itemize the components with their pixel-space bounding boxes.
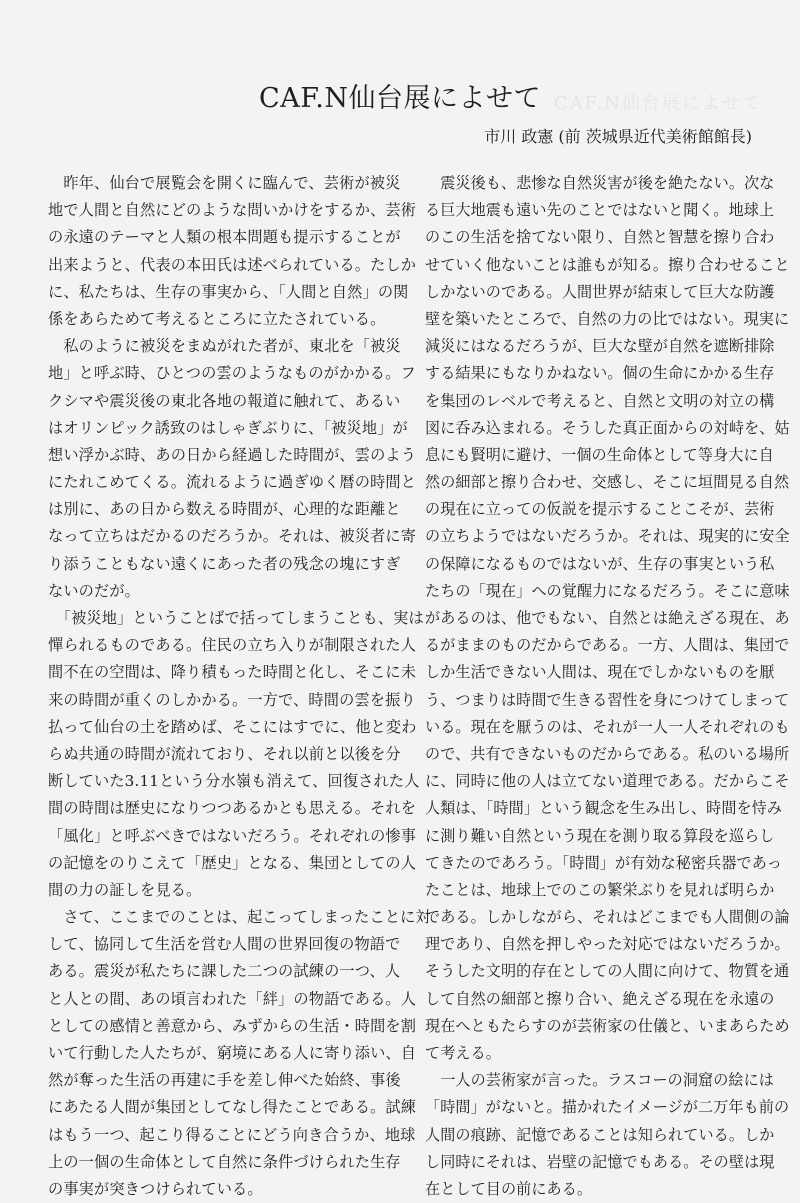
text-line: があるのは、他でもない、自然とは絶えざる現在、あ (425, 609, 790, 627)
text-line: 「時間」がないと。描かれたイメージが二万年も前の (425, 1098, 790, 1117)
text-line: 地」と呼ぶ時、ひとつの雲のようなものがかかる。フ (48, 364, 416, 383)
text-line: なって立ちはだかるのだろうか。それは、被災者に寄 (48, 527, 417, 546)
text-line: 図に呑み込まれる。そうした真正面からの対峙を、姑 (425, 418, 790, 437)
text-line: ないのだが。 (48, 581, 141, 600)
text-line: 来の時間が重くのしかかる。一方で、時間の雲を振り (48, 690, 416, 709)
text-line: 「風化」と呼ぶべきではないだろう。それぞれの惨事 (48, 826, 417, 845)
text-line: ので、共有できないものだからである。私のいる場所 (425, 744, 790, 763)
text-line: し同時にそれは、岩壁の記憶でもある。その壁は現 (425, 1152, 775, 1171)
text-line: ある。震災が私たちに課した二つの試練の一つ、人 (48, 962, 401, 981)
text-line: て考える。 (425, 1044, 501, 1062)
text-line: としての感情と善意から、みずからの生活・時間を割 (48, 1016, 417, 1035)
text-line: てきたのであろう。「時間」が有効な秘密兵器であっ (425, 853, 782, 872)
text-line: しかないのである。人間世界が結束して巨大な防護 (425, 282, 775, 301)
text-line: 人類は、「時間」という観念を生み出し、時間を恃み (425, 799, 783, 818)
text-line: 息にも賢明に避け、一個の生命体として等身大に自 (425, 445, 774, 464)
text-line: り添うこともない遠くにあった者の残念の塊にすぎ (48, 554, 401, 573)
text-line: しか生活できない人間は、現在でしかないものを厭 (425, 663, 775, 682)
text-line: 「被災地」ということばで括ってしまうことも、実は (48, 609, 424, 627)
text-line: の事実が突きつけられている。 (48, 1179, 263, 1198)
text-line: 昨年、仙台で展覧会を開くに臨んで、芸術が被災 (48, 174, 401, 192)
text-line: して自然の細部と擦り合い、絶えざる現在を永遠の (425, 989, 775, 1008)
text-line: 減災にはなるだろうが、巨大な壁が自然を遮断排除 (425, 337, 775, 356)
text-line: である。しかしながら、それはどこまでも人間側の論 (425, 908, 790, 927)
text-line: クシマや震災後の東北各地の報道に触れて、あるい (48, 391, 401, 410)
left-column-paragraph (48, 333, 417, 605)
text-line: 然が奪った生活の再建に手を差し伸べた始終、事後 (48, 1071, 401, 1090)
text-line: は別に、あの日から数える時間が、心理的な距離と (48, 500, 401, 519)
text-line: にたれこめてくる。流れるように過ぎゆく暦の時間と (48, 473, 417, 492)
right-column-paragraph (425, 1067, 790, 1203)
text-line: る巨大地震も遠い先のことではないと聞く。地球上 (425, 201, 775, 220)
text-line: 断していた3.11という分水嶺も消えて、回復された人 (48, 772, 420, 791)
text-line: 地で人間と自然にどのような問いかけをするか、芸術 (48, 201, 417, 220)
text-line: はもう一つ、起こり得ることにどう向き合うか、地球 (48, 1125, 416, 1144)
text-line: に測り難い自然という現在を測り取る算段を巡らし (425, 826, 775, 845)
text-line: を集団のレベルで考えると、自然と文明の対立の構 (425, 391, 775, 410)
author-byline: 市川 政憲 (前 茨城県近代美術館館長) (484, 127, 752, 146)
text-line: たちの「現在」への覚醒力になるだろう。そこに意味 (425, 581, 790, 600)
text-line: 想い浮かぶ時、あの日から経過した時間が、雲のよう (48, 445, 417, 464)
text-line: 人間の痕跡、記憶であることは知られている。しか (425, 1125, 775, 1144)
text-line: 現在へともたらすのが芸術家の仕儀と、いまあらため (425, 1016, 790, 1035)
text-line: いる。現在を厭うのは、それが一人一人それぞれのも (425, 717, 790, 736)
text-line: の現在に立っての仮説を提示することこそが、芸術 (425, 500, 775, 519)
text-line: さて、ここまでのことは、起こってしまったことに対 (48, 908, 431, 927)
text-line: 在として目の前にある。 (425, 1179, 593, 1198)
text-line: 憚られるものである。住民の立ち入りが制限された人 (48, 636, 417, 655)
text-line: 間の力の証しを見る。 (48, 880, 202, 899)
text-line: たことは、地球上でのこの繁栄ぶりを見れば明らか (425, 880, 775, 899)
text-line: 間の時間は歴史になりつつあるかとも思える。それを (48, 799, 417, 818)
text-line: と人との間、あの頃言われた「絆」の物語である。人 (48, 989, 417, 1008)
text-line: 出来ようと、代表の本田氏は述べられている。たしか (48, 255, 417, 274)
text-line: らぬ共通の時間が流れており、それ以前と以後を分 (48, 744, 401, 763)
left-text-column (48, 170, 431, 1203)
text-line: 間不在の空間は、降り積もった時間と化し、そこに未 (48, 663, 417, 682)
text-line: せていく他ないことは誰もが知る。擦り合わせること (425, 255, 790, 274)
text-line: にあたる人間が集団としてなし得たことである。試練 (48, 1098, 417, 1117)
left-column-paragraph (48, 170, 417, 333)
text-line: るがままのものだからである。一方、人間は、集団で (425, 636, 790, 655)
text-line: 上の一個の生命体として自然に条件づけられた生存 (48, 1152, 401, 1171)
text-line: 払って仙台の土を踏めば、そこにはすでに、他と変わ (48, 717, 417, 736)
text-line: の立ちようではないだろうか。それは、現実的に安全 (425, 527, 790, 546)
text-line: に、同時に他の人は立てない道理である。だからこそ (425, 772, 790, 791)
text-line: 震災後も、悲惨な自然災害が後を絶たない。次な (425, 174, 775, 192)
text-line: 然の細部と擦り合わせ、交感し、そこに垣間見る自然 (425, 473, 790, 492)
faint-background-text: CAF.N仙台展によせて (554, 93, 762, 114)
left-column-paragraph (48, 904, 431, 1203)
text-line: に、私たちは、生存の事実から、「人間と自然」の関 (48, 282, 409, 301)
text-line: う、つまりは時間で生きる習性を身につけてしまって (425, 690, 790, 709)
left-column-paragraph (48, 605, 424, 904)
text-line: はオリンピック誘致のはしゃぎぶりに、「被災地」が (48, 418, 408, 437)
text-line: のこの生活を捨てない限り、自然と智慧を擦り合わ (425, 228, 775, 247)
article-title: CAF.N仙台展によせて (259, 83, 541, 114)
text-line: 理であり、自然を押しやった対応ではないだろうか。 (425, 935, 790, 954)
text-line: 一人の芸術家が言った。ラスコーの洞窟の絵には (425, 1071, 775, 1090)
right-column-paragraph (425, 170, 790, 1067)
text-line: 私のように被災をまぬがれた者が、東北を「被災 (48, 337, 401, 356)
text-line: 壁を築いたところで、自然の力の比ではない。現実に (425, 309, 790, 328)
text-line: 係をあらためて考えるところに立たされている。 (48, 309, 386, 328)
text-line: いて行動した人たちが、窮境にある人に寄り添い、自 (48, 1044, 417, 1062)
text-line: の保障になるものではないが、生存の事実という私 (425, 554, 775, 573)
text-line: して、協同して生活を営む人間の世界回復の物語で (48, 935, 401, 954)
text-line: する結果にもなりかねない。個の生命にかかる生存 (425, 364, 775, 383)
text-line: そうした文明的存在としての人間に向けて、物質を通 (425, 962, 790, 981)
right-text-column (425, 170, 790, 1203)
text-line: の記憶をのりこえて「歴史」となる、集団としての人 (48, 853, 417, 872)
text-line: の永遠のテーマと人類の根本問題も提示することが (48, 228, 401, 247)
